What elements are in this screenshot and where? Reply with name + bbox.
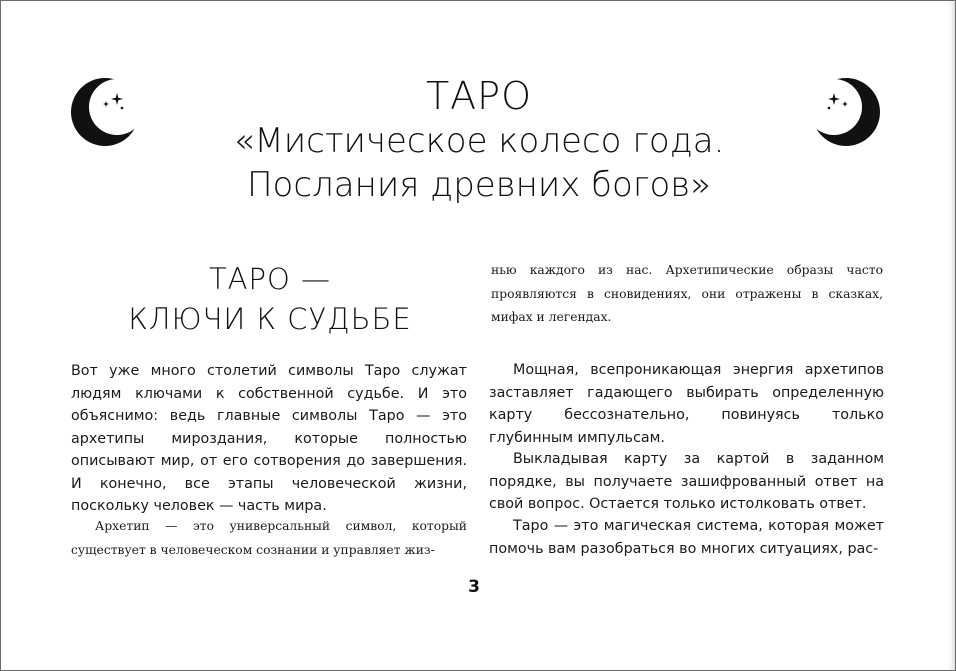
archetype-paragraph-continued: нью каждого из нас. Архетипические образы часто проявляются в сновидениях, они отражены в сказках, мифах и легендах.	[491, 263, 883, 324]
intro-paragraph: Вот уже много столетий символы Таро служат людям ключами к собственной судьбе. И это объяснимо: ведь главные символы Таро — это архетипы мироздания, которые полностью описывают мир, от его сотворения до завершения. И конечно, все этапы человеческой жизни, поскольку человек — часть мира.	[71, 363, 467, 514]
crescent-moon-icon	[811, 77, 881, 147]
crescent-moon-icon	[70, 77, 140, 147]
energy-paragraph: Мощная, всепроникающая энергия архетипов заставляет гадающего выбирать определенную карту бессознательно, повинуясь только глубинным импульсам.	[489, 362, 884, 446]
title-line-3: Послания древних богов»	[246, 165, 711, 205]
section-heading-line-1: ТАРО —	[208, 262, 332, 296]
section-heading-line-2: КЛЮЧИ К СУДЬБЕ	[128, 302, 412, 336]
title-line-1: ТАРО	[425, 74, 533, 118]
archetype-paragraph: Архетип — это универсальный символ, который существует в человеческом сознании и управляет жиз-	[71, 519, 467, 557]
magic-system-paragraph: Таро — это магическая система, которая может помочь вам разобраться во многих ситуациях, рас-	[489, 518, 884, 557]
page-number: 3	[468, 577, 480, 597]
title-line-2: «Мистическое колесо года.	[233, 121, 725, 161]
layout-paragraph: Выкладывая карту за картой в заданном порядке, вы получаете зашифрованный ответ на свой вопрос. Остается только истолковать ответ.	[489, 451, 884, 512]
section-heading	[71, 259, 469, 339]
page-title	[141, 73, 817, 207]
